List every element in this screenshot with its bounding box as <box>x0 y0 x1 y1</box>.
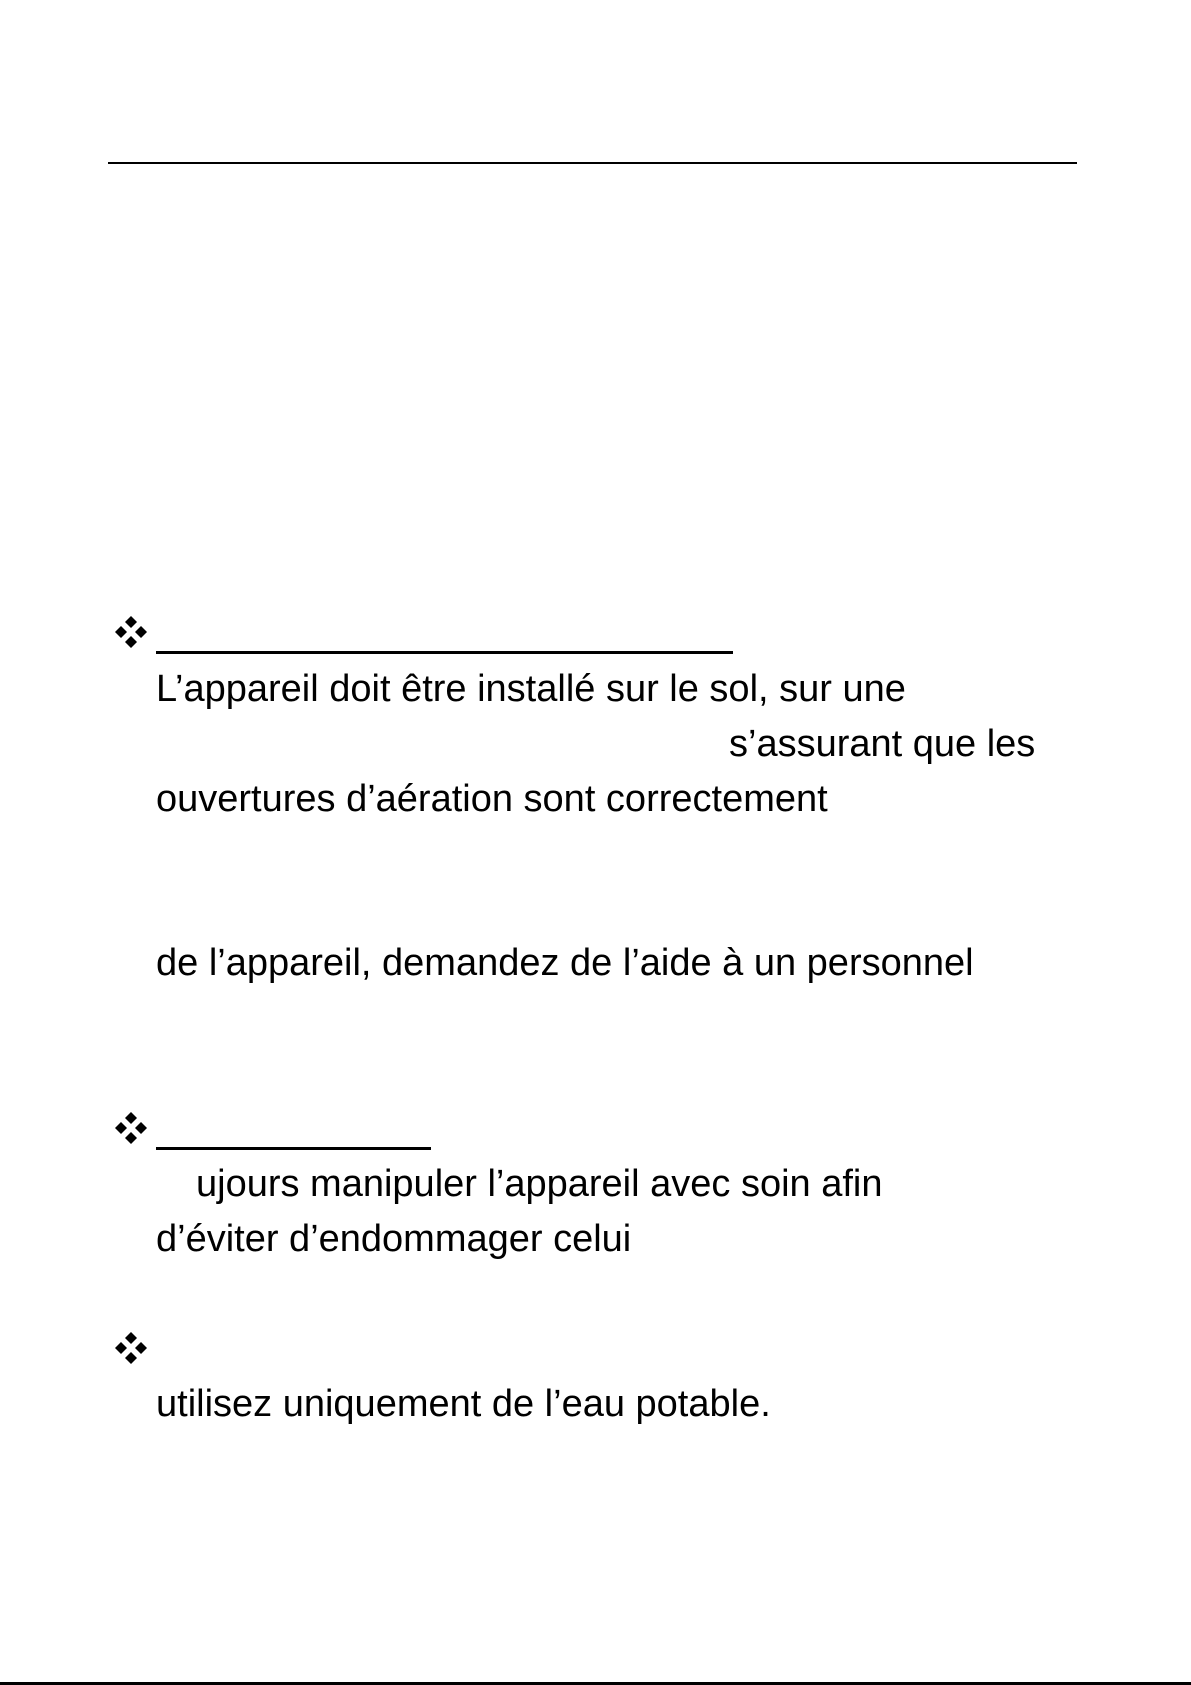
body-text-line: ouvertures d’aération sont correctement <box>156 778 828 820</box>
section-heading-underline <box>156 1147 431 1150</box>
body-text-line: L’appareil doit être installé sur le sol, sur une <box>156 668 906 710</box>
body-text-line: d’éviter d’endommager celui <box>156 1218 632 1260</box>
body-text-line: utilisez uniquement de l’eau potable. <box>156 1383 771 1425</box>
four-diamond-bullet-icon <box>114 615 148 649</box>
section-heading-underline <box>156 651 733 654</box>
four-diamond-bullet-icon <box>114 1331 148 1365</box>
four-diamond-bullet-icon <box>114 1111 148 1145</box>
body-text-line: de l’appareil, demandez de l’aide à un personnel <box>156 942 974 984</box>
header-rule <box>108 162 1077 164</box>
body-text-line: ujours manipuler l’appareil avec soin afin <box>196 1163 883 1205</box>
body-text-line: s’assurant que les <box>729 723 1036 765</box>
